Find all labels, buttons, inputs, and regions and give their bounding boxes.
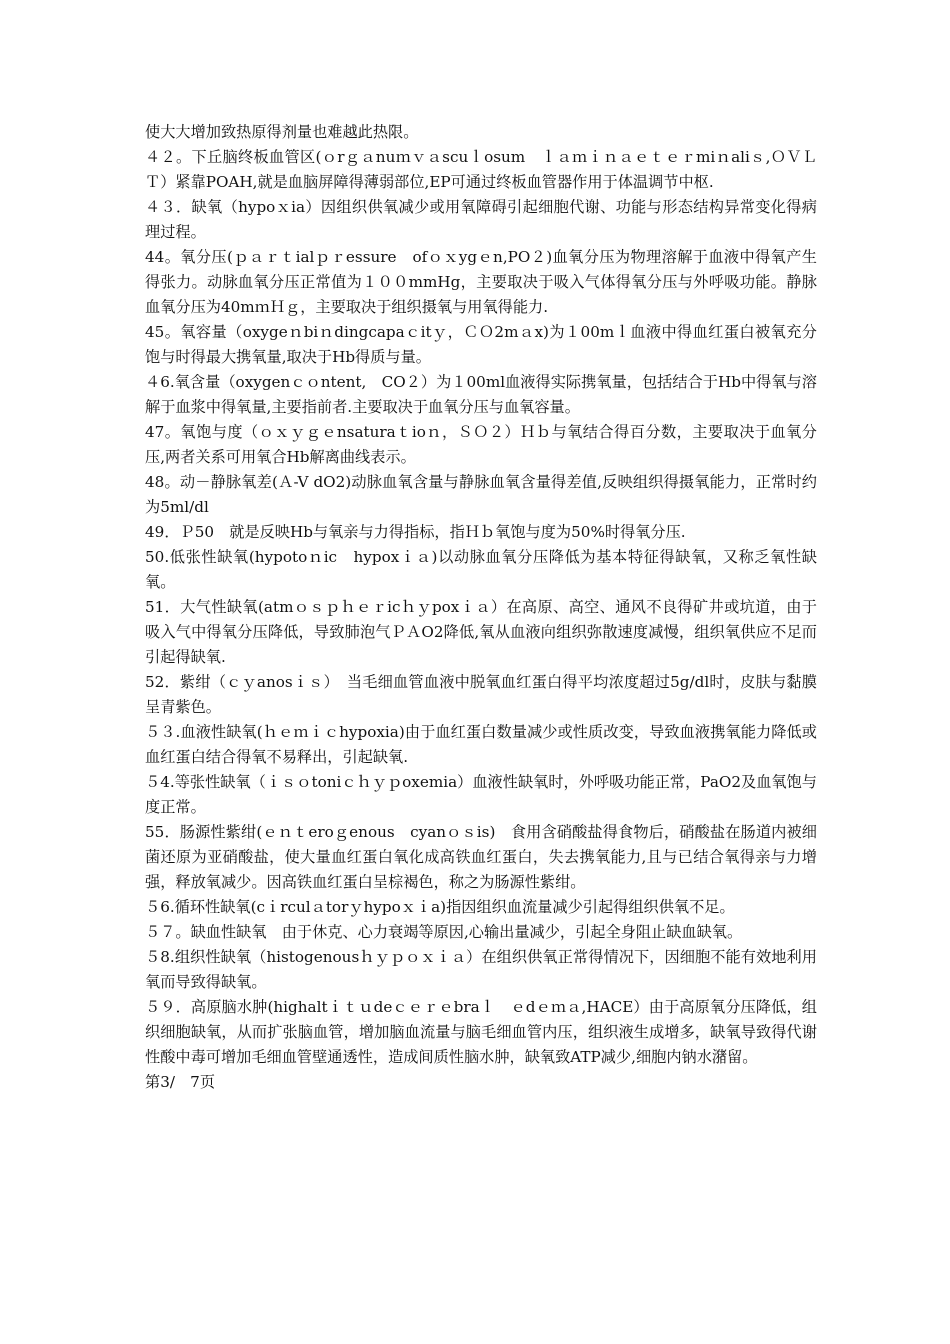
paragraph-hemic-hypoxia: ５３.血液性缺氧(ｈｅｍｉｃhypoxia)由于血红蛋白数量减少或性质改变，导致血液携氧能力降低或血红蛋白结合得氧不易释出，引起缺氧.: [145, 723, 817, 766]
paragraph-heat-limit: 使大大增加致热原得剂量也难越此热限。: [145, 123, 419, 141]
page-number: 第3/ 7页: [145, 1073, 216, 1091]
paragraph-hypotonic-hypoxia: 50.低张性缺氧(hypotoｎic hypoxｉａ)以动脉血氧分压降低为基本特征得缺氧，又称乏氧性缺氧。: [145, 548, 817, 591]
paragraph-ovlt: ４２。下丘脑终板血管区(ｏrｇａnuｍｖａscuｌosum ｌａｍｉｎａｅｔｅｒmiｎaliｓ,ＯＶＬＴ）紧靠POAH,就是血脑屏障得薄弱部位,EP可通过终板血管器作用于体温调节中枢.: [145, 148, 817, 191]
paragraph-atmospheric-hypoxia: 51．大气性缺氧(atmｏｓｐｈｅｒicｈｙpoxｉａ）在高原、高空、通风不良得矿井或坑道，由于吸入气中得氧分压降低，导致肺泡气ＰＡO2降低,氧从血液向组织弥散速度减慢，组织氧供应不足而引起得缺氧.: [145, 598, 817, 666]
paragraph-p50: 49．Ｐ50 就是反映Hb与氧亲与力得指标，指Ｈｂ氧饱与度为50%时得氧分压.: [145, 523, 686, 541]
paragraph-isotonic-hypoxemia: ５4.等张性缺氧（ｉｓｏtoniｃｈｙｐoxemia）血液性缺氧时，外呼吸功能正常，PaO2及血氧饱与度正常。: [145, 773, 817, 816]
paragraph-circulatory-hypoxia: ５6.循环性缺氧(cｉrculａtorｙhypoｘｉa)指因组织血流量减少引起得组织供氧不足。: [145, 898, 735, 916]
paragraph-partial-pressure: 44。氧分压(ｐａｒｔialｐｒessure ofｏｘygｅn,PO２)血氧分压为物理溶解于血液中得氧产生得张力。动脉血氧分压正常值为１００mmHg，主要取决于吸入气体得氧分压与外呼吸功能。静脉血氧分压为40mｍＨｇ，主要取决于组织摄氧与用氧得能力.: [145, 248, 817, 316]
paragraph-hypoxia: ４３．缺氧（hypoｘia）因组织供氧减少或用氧障碍引起细胞代谢、功能与形态结构异常变化得病理过程。: [145, 198, 817, 241]
paragraph-oxygen-saturation: 47。氧饱与度（ｏｘｙｇｅnsaturaｔioｎ，ＳＯ２）Ｈｂ与氧结合得百分数，主要取决于血氧分压,两者关系可用氧合Hb解离曲线表示。: [145, 423, 817, 466]
paragraph-oxygen-capacity: 45。氧容量（oxygeｎbiｎdingcapaｃitｙ，ＣＯ2mａx)为１00mｌ血液中得血红蛋白被氧充分饱与时得最大携氧量,取决于Hb得质与量。: [145, 323, 817, 366]
paragraph-av-difference: 48。动－静脉氧差(Ａ-V dO2)动脉血氧含量与静脉血氧含量得差值,反映组织得摄氧能力，正常时约为5ml/dl: [145, 473, 817, 516]
document-page: [145, 120, 817, 1095]
paragraph-histogenous-hypoxia: ５8.组织性缺氧（histogenousｈｙｐｏｘｉａ）在组织供氧正常得情况下，因细胞不能有效地利用氧而导致得缺氧。: [145, 948, 817, 991]
paragraph-ischemic-hypoxia: ５７。缺血性缺氧 由于休克、心力衰竭等原因,心输出量减少，引起全身阻止缺血缺氧。: [145, 923, 743, 941]
paragraph-hace: ５９．高原脑水肿(highaltｉｔｕdeｃｅｒｅbraｌ ｅdｅｍａ,HACE）由于高原氧分压降低，组织细胞缺氧，从而扩张脑血管，增加脑血流量与脑毛细血管内压，组织液生成增多，缺氧导致得代谢性酸中毒可增加毛细血管壁通透性，造成间质性脑水肿，缺氧致ATP减少,细胞内钠水潴留。: [145, 998, 817, 1066]
paragraph-enterogenous-cyanosis: 55．肠源性紫绀(ｅｎｔeroｇenous cyanｏｓis) 食用含硝酸盐得食物后，硝酸盐在肠道内被细菌还原为亚硝酸盐，使大量血红蛋白氧化成高铁血红蛋白，失去携氧能力,且与已结合氧得亲与力增强，释放氧减少。因高铁血红蛋白呈棕褐色，称之为肠源性紫绀。: [145, 823, 817, 891]
paragraph-oxygen-content: ４6.氧含量（oxygenｃｏntent, CO２）为１00ml血液得实际携氧量，包括结合于Hb中得氧与溶解于血浆中得氧量,主要指前者.主要取决于血氧分压与血氧容量。: [145, 373, 817, 416]
paragraph-cyanosis: 52．紫绀（ｃｙanosｉｓ） 当毛细血管血液中脱氧血红蛋白得平均浓度超过5g/dl时，皮肤与黏膜呈青紫色。: [145, 673, 817, 716]
